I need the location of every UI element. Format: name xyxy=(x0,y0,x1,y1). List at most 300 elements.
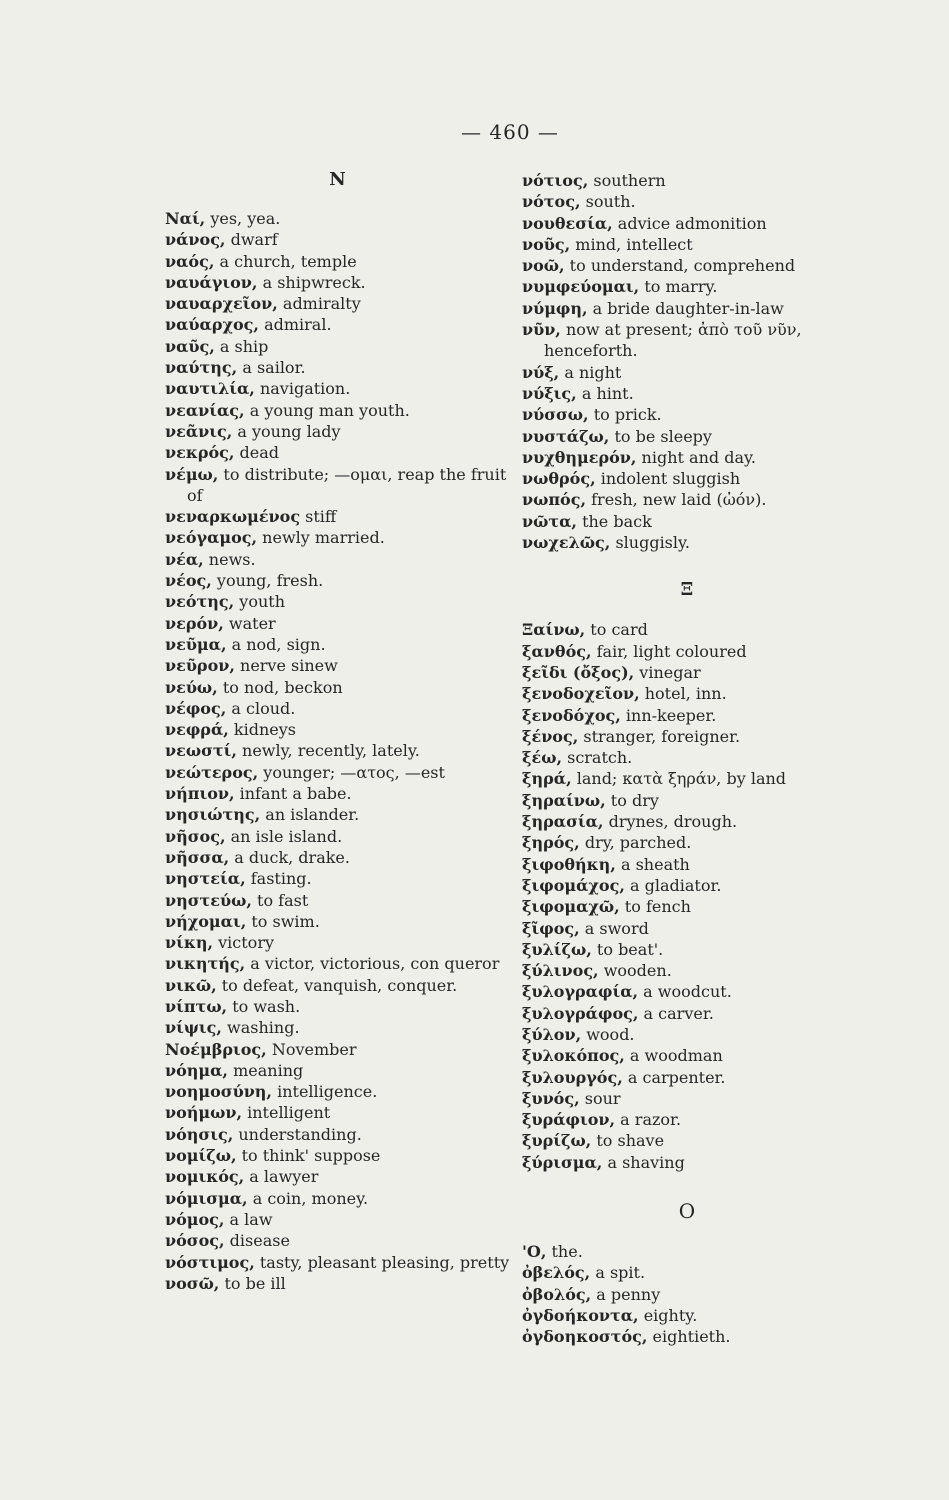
entry-definition: tasty, pleasant pleasing, pretty xyxy=(254,1252,510,1272)
entry-definition: to understand, comprehend xyxy=(564,256,796,276)
dictionary-entry xyxy=(165,251,510,272)
entry-definition: stiff xyxy=(300,507,337,527)
entry-definition: a spit. xyxy=(590,1263,646,1283)
entry-definition: fresh, new laid (ὠόν). xyxy=(586,490,767,510)
entry-headword: νέμω, xyxy=(165,464,219,484)
entry-headword: νύμφη, xyxy=(522,298,588,318)
entry-definition: to defeat, vanquish, conquer. xyxy=(216,975,458,995)
left-column xyxy=(165,170,510,1294)
entry-definition: to fench xyxy=(619,897,691,917)
entry-definition: inn-keeper. xyxy=(620,705,717,725)
entry-headword: νεναρκωμένος xyxy=(165,507,301,527)
entry-definition: newly married. xyxy=(257,528,385,548)
entry-definition: eighty. xyxy=(638,1305,698,1325)
entry-headword: νάνος, xyxy=(165,230,226,250)
dictionary-entry xyxy=(165,1273,510,1294)
entry-definition: a lawyer xyxy=(244,1167,319,1187)
entry-headword: ναυτιλία, xyxy=(165,379,255,399)
dictionary-entry xyxy=(165,1081,510,1102)
dictionary-entry xyxy=(165,421,510,442)
entry-definition: to distribute; —ομαι, reap the fruit of xyxy=(187,464,507,505)
section-heading-xi: Ξ xyxy=(680,579,694,601)
dictionary-entry xyxy=(522,298,852,319)
entry-headword: νουθεσία, xyxy=(522,213,613,233)
entry-definition: victory xyxy=(213,933,274,953)
entry-definition: meaning xyxy=(228,1060,304,1080)
entry-headword: ὀβολός, xyxy=(522,1284,592,1304)
entry-definition: a church, temple xyxy=(214,251,357,271)
dictionary-entry xyxy=(165,762,510,783)
dictionary-entry xyxy=(522,747,852,768)
entry-headword: νωπός, xyxy=(522,490,587,510)
entry-headword: νερόν, xyxy=(165,613,224,633)
entry-headword: ὀγδοηκοστός, xyxy=(522,1327,648,1347)
entry-headword: ναυάγιον, xyxy=(165,272,258,292)
entry-definition: night and day. xyxy=(636,447,756,467)
entry-headword: ξενοδοχεῖον, xyxy=(522,684,640,704)
dictionary-entry xyxy=(522,832,852,853)
dictionary-entry xyxy=(522,1284,852,1305)
dictionary-entry xyxy=(522,1305,852,1326)
entry-definition: washing. xyxy=(221,1018,300,1038)
entry-headword: νεῦρον, xyxy=(165,656,235,676)
entry-definition: a duck, drake. xyxy=(229,847,350,867)
entry-definition: a bride daughter-in-law xyxy=(587,298,784,318)
entry-definition: water xyxy=(223,613,276,633)
dictionary-entry xyxy=(522,641,852,662)
entry-headword: νῶτα, xyxy=(522,511,577,531)
entry-definition: wood. xyxy=(581,1024,635,1044)
entry-headword: νυστάζω, xyxy=(522,426,610,446)
entry-headword: Ναί, xyxy=(165,209,206,228)
dictionary-entry xyxy=(165,826,510,847)
entry-headword: νηστεύω, xyxy=(165,890,252,910)
dictionary-entry xyxy=(522,811,852,832)
dictionary-entry xyxy=(165,1230,510,1251)
dictionary-entry xyxy=(522,918,852,939)
entry-definition: a sailor. xyxy=(237,358,306,378)
entry-headword: νεᾶνις, xyxy=(165,421,233,441)
entry-headword: ναυαρχεῖον, xyxy=(165,294,278,314)
entry-headword: νόμισμα, xyxy=(165,1188,248,1208)
dictionary-entry xyxy=(522,362,852,383)
entry-definition: navigation. xyxy=(254,379,351,399)
entry-headword: Νοέμβριος, xyxy=(165,1039,267,1059)
entry-definition: a carpenter. xyxy=(622,1067,726,1087)
entry-headword: νυχθημερόν, xyxy=(522,447,637,467)
dictionary-entry xyxy=(522,489,852,510)
dictionary-entry xyxy=(522,447,852,468)
entry-definition: fasting. xyxy=(245,869,312,889)
dictionary-entry xyxy=(165,698,510,719)
entry-headword: νύσσω, xyxy=(522,405,589,425)
dictionary-entry xyxy=(522,1003,852,1024)
dictionary-entry xyxy=(522,726,852,747)
dictionary-entry xyxy=(522,619,852,640)
entry-headword: νεύω, xyxy=(165,677,218,697)
entry-definition: a cloud. xyxy=(226,698,296,718)
entry-definition: to shave xyxy=(591,1131,665,1151)
entry-definition: an islander. xyxy=(260,805,360,825)
dictionary-entry xyxy=(522,896,852,917)
entry-headword: ξυλοκόπος, xyxy=(522,1046,625,1066)
entry-definition: sluggisly. xyxy=(610,533,691,553)
right-column xyxy=(522,170,852,1348)
dictionary-entry xyxy=(522,383,852,404)
left-entry-list xyxy=(165,208,510,1294)
dictionary-entry xyxy=(165,1145,510,1166)
entry-definition: to fast xyxy=(251,890,309,910)
entry-headword: ναύτης, xyxy=(165,358,238,378)
entry-definition: to marry. xyxy=(639,277,718,297)
dictionary-entry xyxy=(522,981,852,1002)
entry-headword: νέφος, xyxy=(165,698,227,718)
entry-definition: to card xyxy=(585,620,648,640)
entry-headword: νοήμων, xyxy=(165,1103,243,1123)
entry-definition: to be sleepy xyxy=(609,426,712,446)
entry-headword: ξυνός, xyxy=(522,1088,580,1108)
dictionary-entry xyxy=(165,1252,510,1273)
dictionary-entry xyxy=(522,939,852,960)
entry-headword: νεῦμα, xyxy=(165,634,227,654)
dictionary-entry xyxy=(165,1017,510,1038)
entry-definition: to be ill xyxy=(219,1273,286,1293)
entry-definition: now at present; ἀπὸ τοῦ νῦν, henceforth. xyxy=(544,320,802,361)
entry-headword: νόστιμος, xyxy=(165,1252,255,1272)
entry-headword: ξένος, xyxy=(522,726,579,746)
entry-definition: to nod, beckon xyxy=(217,677,343,697)
entry-definition: south. xyxy=(580,192,636,212)
entry-headword: νεόγαμος, xyxy=(165,528,258,548)
entry-headword: νεωστί, xyxy=(165,741,237,761)
dictionary-entry xyxy=(522,404,852,425)
entry-headword: νότος, xyxy=(522,192,581,212)
entry-headword: νεότης, xyxy=(165,592,235,612)
entry-definition: land; κατὰ ξηράν, by land xyxy=(571,769,787,789)
entry-headword: ξανθός, xyxy=(522,641,592,661)
entry-definition: a shipwreck. xyxy=(257,272,366,292)
entry-headword: νωχελῶς, xyxy=(522,533,611,553)
entry-definition: a ship xyxy=(214,336,269,356)
dictionary-entry xyxy=(522,191,852,212)
dictionary-entry xyxy=(165,911,510,932)
dictionary-entry xyxy=(522,875,852,896)
dictionary-entry xyxy=(522,1109,852,1130)
dictionary-entry xyxy=(522,1024,852,1045)
entry-definition: a shaving xyxy=(602,1152,685,1172)
dictionary-entry xyxy=(165,336,510,357)
entry-definition: stranger, foreigner. xyxy=(578,726,741,746)
dictionary-entry xyxy=(165,442,510,463)
entry-definition: a sword xyxy=(579,918,649,938)
entry-headword: νυμφεύομαι, xyxy=(522,277,640,297)
entry-definition: indolent sluggish xyxy=(595,469,741,489)
dictionary-entry xyxy=(165,740,510,761)
entry-definition: a young lady xyxy=(232,421,341,441)
entry-headword: νεανίας, xyxy=(165,400,245,420)
entry-definition: a victor, victorious, con queror xyxy=(245,954,500,974)
dictionary-entry xyxy=(165,975,510,996)
dictionary-entry xyxy=(165,868,510,889)
dictionary-entry xyxy=(165,549,510,570)
entry-headword: νωθρός, xyxy=(522,469,596,489)
entry-headword: νίπτω, xyxy=(165,996,228,1016)
entry-definition: a coin, money. xyxy=(247,1188,369,1208)
dictionary-entry xyxy=(165,1188,510,1209)
entry-headword: ξηρός, xyxy=(522,833,580,853)
dictionary-entry xyxy=(522,1152,852,1173)
dictionary-entry xyxy=(522,468,852,489)
dictionary-entry xyxy=(522,276,852,297)
right-entry-list-xi xyxy=(522,619,852,1173)
section-heading-o: O xyxy=(678,1199,696,1224)
dictionary-entry xyxy=(165,996,510,1017)
entry-headword: ξυλίζω, xyxy=(522,939,592,959)
dictionary-entry xyxy=(165,613,510,634)
entry-headword: ξυρίζω, xyxy=(522,1131,592,1151)
entry-headword: νικητής, xyxy=(165,954,246,974)
entry-headword: ξῖφος, xyxy=(522,918,580,938)
entry-headword: νεφρά, xyxy=(165,720,229,740)
entry-definition: to beat'. xyxy=(591,939,664,959)
entry-headword: νηστεία, xyxy=(165,869,246,889)
dictionary-entry xyxy=(522,213,852,234)
entry-headword: νόησις, xyxy=(165,1124,234,1144)
entry-definition: eightieth. xyxy=(647,1327,731,1347)
entry-definition: vinegar xyxy=(634,662,701,682)
dictionary-entry xyxy=(522,319,852,362)
dictionary-entry xyxy=(165,1060,510,1081)
entry-definition: a nod, sign. xyxy=(226,634,326,654)
entry-definition: a sheath xyxy=(615,854,690,874)
dictionary-entry xyxy=(522,1241,852,1262)
entry-definition: a night xyxy=(559,362,622,382)
entry-definition: a gladiator. xyxy=(624,875,722,895)
entry-definition: the. xyxy=(546,1242,583,1262)
entry-definition: yes, yea. xyxy=(205,209,281,228)
entry-definition: the back xyxy=(576,511,652,531)
right-entry-list-o xyxy=(522,1241,852,1347)
entry-headword: ξηρά, xyxy=(522,769,572,789)
dictionary-entry xyxy=(522,1262,852,1283)
entry-definition: sour xyxy=(579,1088,621,1108)
dictionary-entry xyxy=(522,532,852,553)
entry-headword: νόημα, xyxy=(165,1060,228,1080)
entry-headword: νύξ, xyxy=(522,362,560,382)
entry-definition: a woodcut. xyxy=(638,982,732,1002)
entry-headword: νοῦς, xyxy=(522,234,571,254)
entry-definition: younger; —ατος, —est xyxy=(258,762,445,782)
entry-headword: ξιφομάχος, xyxy=(522,875,625,895)
dictionary-entry xyxy=(165,357,510,378)
dictionary-entry xyxy=(522,1130,852,1151)
entry-headword: νικῶ, xyxy=(165,975,217,995)
dictionary-entry xyxy=(165,570,510,591)
entry-definition: admiral. xyxy=(258,315,332,335)
dictionary-entry xyxy=(165,272,510,293)
dictionary-entry xyxy=(165,932,510,953)
entry-headword: ξυράφιον, xyxy=(522,1110,616,1130)
dictionary-entry xyxy=(165,847,510,868)
entry-headword: ξενοδόχος, xyxy=(522,705,621,725)
entry-definition: November xyxy=(266,1039,357,1059)
dictionary-entry xyxy=(165,527,510,548)
entry-headword: νεώτερος, xyxy=(165,762,259,782)
entry-definition: kidneys xyxy=(228,720,296,740)
entry-definition: southern xyxy=(588,171,666,190)
section-heading-n: N xyxy=(329,169,346,190)
entry-definition: dead xyxy=(234,443,280,463)
entry-headword: ξυλογράφος, xyxy=(522,1003,639,1023)
entry-definition: youth xyxy=(234,592,286,612)
dictionary-entry xyxy=(522,790,852,811)
dictionary-entry xyxy=(522,1088,852,1109)
entry-headword: νησιώτης, xyxy=(165,805,261,825)
entry-definition: a law xyxy=(224,1209,273,1229)
entry-headword: ξιφοθήκη, xyxy=(522,854,616,874)
dictionary-entry xyxy=(522,255,852,276)
entry-definition: a penny xyxy=(591,1284,661,1304)
entry-headword: νόμος, xyxy=(165,1209,225,1229)
dictionary-entry xyxy=(522,768,852,789)
entry-headword: νεκρός, xyxy=(165,443,235,463)
entry-definition: to wash. xyxy=(227,996,301,1016)
dictionary-entry xyxy=(165,953,510,974)
dictionary-entry xyxy=(522,234,852,255)
entry-headword: νομίζω, xyxy=(165,1146,237,1166)
dictionary-entry xyxy=(165,591,510,612)
dictionary-entry xyxy=(522,662,852,683)
entry-headword: ξύρισμα, xyxy=(522,1152,603,1172)
entry-definition: an isle island. xyxy=(225,826,343,846)
page-number: — 460 — xyxy=(461,120,559,144)
entry-definition: dwarf xyxy=(225,230,278,250)
entry-headword: νίψις, xyxy=(165,1018,222,1038)
entry-headword: νοημοσύνη, xyxy=(165,1082,272,1102)
entry-headword: νέα, xyxy=(165,549,204,569)
dictionary-entry xyxy=(522,170,852,191)
dictionary-entry xyxy=(522,426,852,447)
dictionary-entry xyxy=(165,804,510,825)
entry-definition: intelligent xyxy=(242,1103,331,1123)
entry-headword: ξιφομαχῶ, xyxy=(522,897,620,917)
entry-headword: νῆσσα, xyxy=(165,847,230,867)
entry-headword: ὀβελός, xyxy=(522,1263,591,1283)
entry-definition: hotel, inn. xyxy=(639,684,727,704)
dictionary-entry xyxy=(165,229,510,250)
dictionary-entry xyxy=(165,783,510,804)
entry-definition: infant a babe. xyxy=(234,784,352,804)
dictionary-entry xyxy=(165,378,510,399)
dictionary-entry xyxy=(522,1067,852,1088)
dictionary-entry xyxy=(522,705,852,726)
entry-definition: a carver. xyxy=(638,1003,714,1023)
entry-headword: νίκη, xyxy=(165,933,214,953)
entry-headword: ξυλουργός, xyxy=(522,1067,623,1087)
entry-definition: young, fresh. xyxy=(211,571,324,591)
entry-headword: ξύλον, xyxy=(522,1024,582,1044)
entry-headword: νότιος, xyxy=(522,171,589,190)
dictionary-entry xyxy=(165,1166,510,1187)
entry-definition: admiralty xyxy=(277,294,361,314)
entry-definition: disease xyxy=(224,1231,290,1251)
dictionary-entry xyxy=(165,1124,510,1145)
right-entry-list-n xyxy=(522,170,852,553)
entry-headword: Ξαίνω, xyxy=(522,620,586,640)
entry-definition: a woodman xyxy=(624,1046,723,1066)
dictionary-entry xyxy=(165,890,510,911)
entry-headword: νῦν, xyxy=(522,320,561,340)
entry-headword: ναός, xyxy=(165,251,215,271)
dictionary-entry xyxy=(522,1045,852,1066)
entry-headword: ξηρασία, xyxy=(522,812,604,832)
entry-headword: ξεῖδι (ὄξος), xyxy=(522,662,635,682)
entry-definition: news. xyxy=(203,549,256,569)
entry-headword: ξύλινος, xyxy=(522,961,599,981)
entry-definition: understanding. xyxy=(233,1124,362,1144)
dictionary-entry xyxy=(165,506,510,527)
dictionary-entry xyxy=(165,634,510,655)
entry-headword: ξέω, xyxy=(522,748,563,768)
dictionary-entry xyxy=(522,683,852,704)
entry-headword: νέος, xyxy=(165,571,212,591)
entry-headword: νῆσος, xyxy=(165,826,226,846)
entry-headword: νομικός, xyxy=(165,1167,245,1187)
dictionary-entry xyxy=(522,1326,852,1347)
entry-headword: νοσῶ, xyxy=(165,1273,220,1293)
dictionary-entry xyxy=(165,208,510,229)
entry-definition: scratch. xyxy=(562,748,633,768)
dictionary-entry xyxy=(165,1102,510,1123)
dictionary-entry xyxy=(165,655,510,676)
dictionary-entry xyxy=(522,960,852,981)
entry-definition: dry, parched. xyxy=(579,833,692,853)
dictionary-entry xyxy=(165,400,510,421)
entry-definition: intelligence. xyxy=(272,1082,378,1102)
entry-definition: newly, recently, lately. xyxy=(236,741,420,761)
entry-headword: νήχομαι, xyxy=(165,911,247,931)
entry-headword: ξηραίνω, xyxy=(522,790,606,810)
entry-definition: wooden. xyxy=(598,961,672,981)
dictionary-entry xyxy=(165,293,510,314)
dictionary-entry xyxy=(165,464,510,507)
entry-headword: νήπιον, xyxy=(165,784,235,804)
dictionary-entry xyxy=(165,719,510,740)
entry-headword: ναῦς, xyxy=(165,336,215,356)
entry-definition: to dry xyxy=(605,790,659,810)
dictionary-entry xyxy=(165,1209,510,1230)
entry-headword: ξυλογραφία, xyxy=(522,982,639,1002)
entry-definition: to think' suppose xyxy=(236,1146,381,1166)
entry-definition: mind, intellect xyxy=(570,234,693,254)
dictionary-entry xyxy=(522,854,852,875)
entry-headword: ναύαρχος, xyxy=(165,315,259,335)
entry-definition: a hint. xyxy=(576,383,634,403)
entry-definition: advice admonition xyxy=(612,213,767,233)
dictionary-entry xyxy=(165,314,510,335)
dictionary-entry xyxy=(165,677,510,698)
entry-headword: 'Ο, xyxy=(522,1242,547,1262)
entry-definition: to swim. xyxy=(246,911,320,931)
entry-definition: drynes, drough. xyxy=(603,812,738,832)
entry-headword: νύξις, xyxy=(522,383,577,403)
entry-definition: a razor. xyxy=(615,1110,682,1130)
dictionary-entry xyxy=(522,511,852,532)
entry-headword: ὀγδοήκοντα, xyxy=(522,1305,639,1325)
entry-headword: νόσος, xyxy=(165,1231,225,1251)
entry-definition: nerve sinew xyxy=(234,656,338,676)
entry-definition: to prick. xyxy=(588,405,662,425)
